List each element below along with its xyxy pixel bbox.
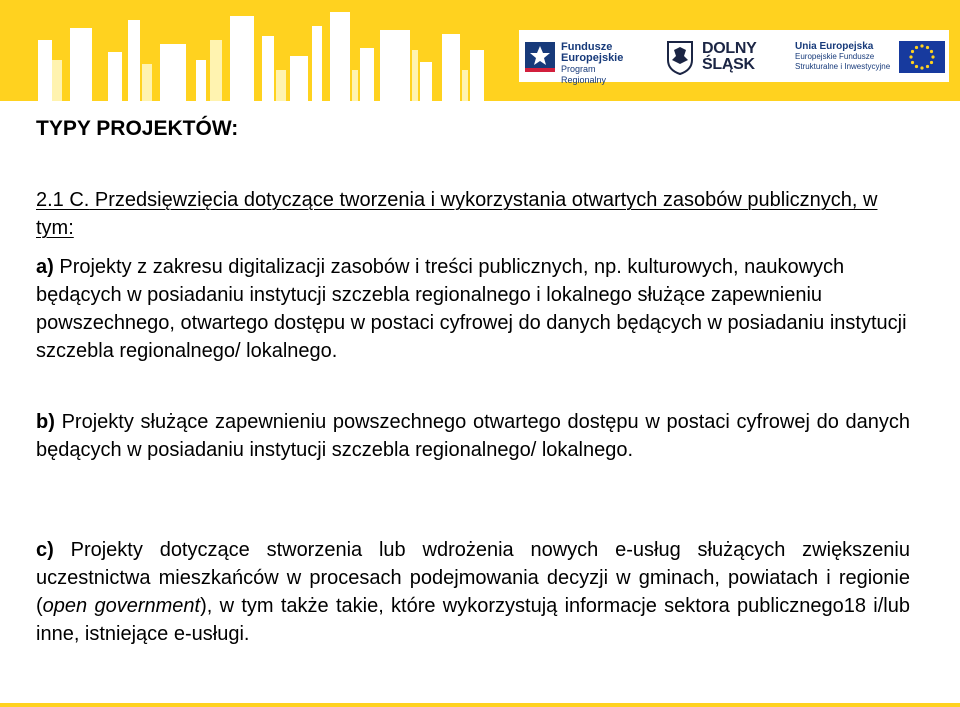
ds-line1: DOLNY: [702, 40, 757, 57]
item-a-label: a): [36, 256, 54, 278]
logo-strip: [519, 30, 949, 85]
item-c: [36, 536, 910, 648]
fe-line1: Fundusze: [561, 41, 613, 53]
item-c-italic: open government: [42, 595, 201, 617]
page-title: TYPY PROJEKTÓW:: [36, 117, 239, 140]
ds-line2: ŚLĄSK: [702, 56, 755, 73]
eu-flag-icon: [899, 41, 945, 73]
header-banner: [0, 0, 960, 101]
fe-line2: Europejskie: [561, 52, 624, 64]
section-intro: [36, 186, 910, 242]
item-b-label: b): [36, 411, 55, 433]
unia-europejska-logo: [795, 30, 949, 82]
footer-stripe: [0, 703, 960, 707]
eu-line2: Europejskie Fundusze: [795, 52, 875, 61]
item-b: [36, 408, 910, 464]
item-c-text-after: ), w tym także takie, które wykorzystują informacje sektora publicznego18 i/lub inne, istniejące e-usługi.: [36, 595, 910, 645]
eagle-crest-icon: [664, 38, 696, 76]
eu-line1: Unia Europejska: [795, 41, 874, 52]
fundusze-europejskie-logo: [523, 30, 643, 85]
item-a-text: Projekty z zakresu digitalizacji zasobów i treści publicznych, np. kulturowych, naukowych będących w posiadaniu instytucji szczebla regionalnego i lokalnego służące zapewnieniu powszechnego, otwartego dostępu w postaci cyfrowej do danych będących w posiadaniu instytucji szczebla regionalnego/ lokalnego.: [36, 256, 907, 362]
item-a: [36, 253, 910, 365]
item-b-text: Projekty służące zapewnieniu powszechnego otwartego dostępu w postaci cyfrowej do danych będących w posiadaniu instytucji szczebla regionalnego/ lokalnego.: [36, 411, 910, 461]
fe-star-icon: [523, 38, 557, 76]
dolny-slask-logo: [664, 30, 774, 82]
item-c-text-before: Projekty dotyczące stworzenia lub wdrożenia nowych e-usług służących zwiększeniu uczestnictwa mieszkańców w procesach podejmowania decyzji w gminach, powiatach i regionie (: [36, 539, 910, 617]
fe-line3: Program Regionalny: [561, 64, 607, 85]
decorative-pattern: [0, 0, 500, 101]
intro-text: Przedsięwzięcia dotyczące tworzenia i wykorzystania otwartych zasobów publicznych, w tym:: [36, 189, 878, 239]
intro-number: 2.1 C.: [36, 189, 90, 211]
eu-line3: Strukturalne i Inwestycyjne: [795, 62, 891, 71]
item-c-label: c): [36, 539, 54, 561]
